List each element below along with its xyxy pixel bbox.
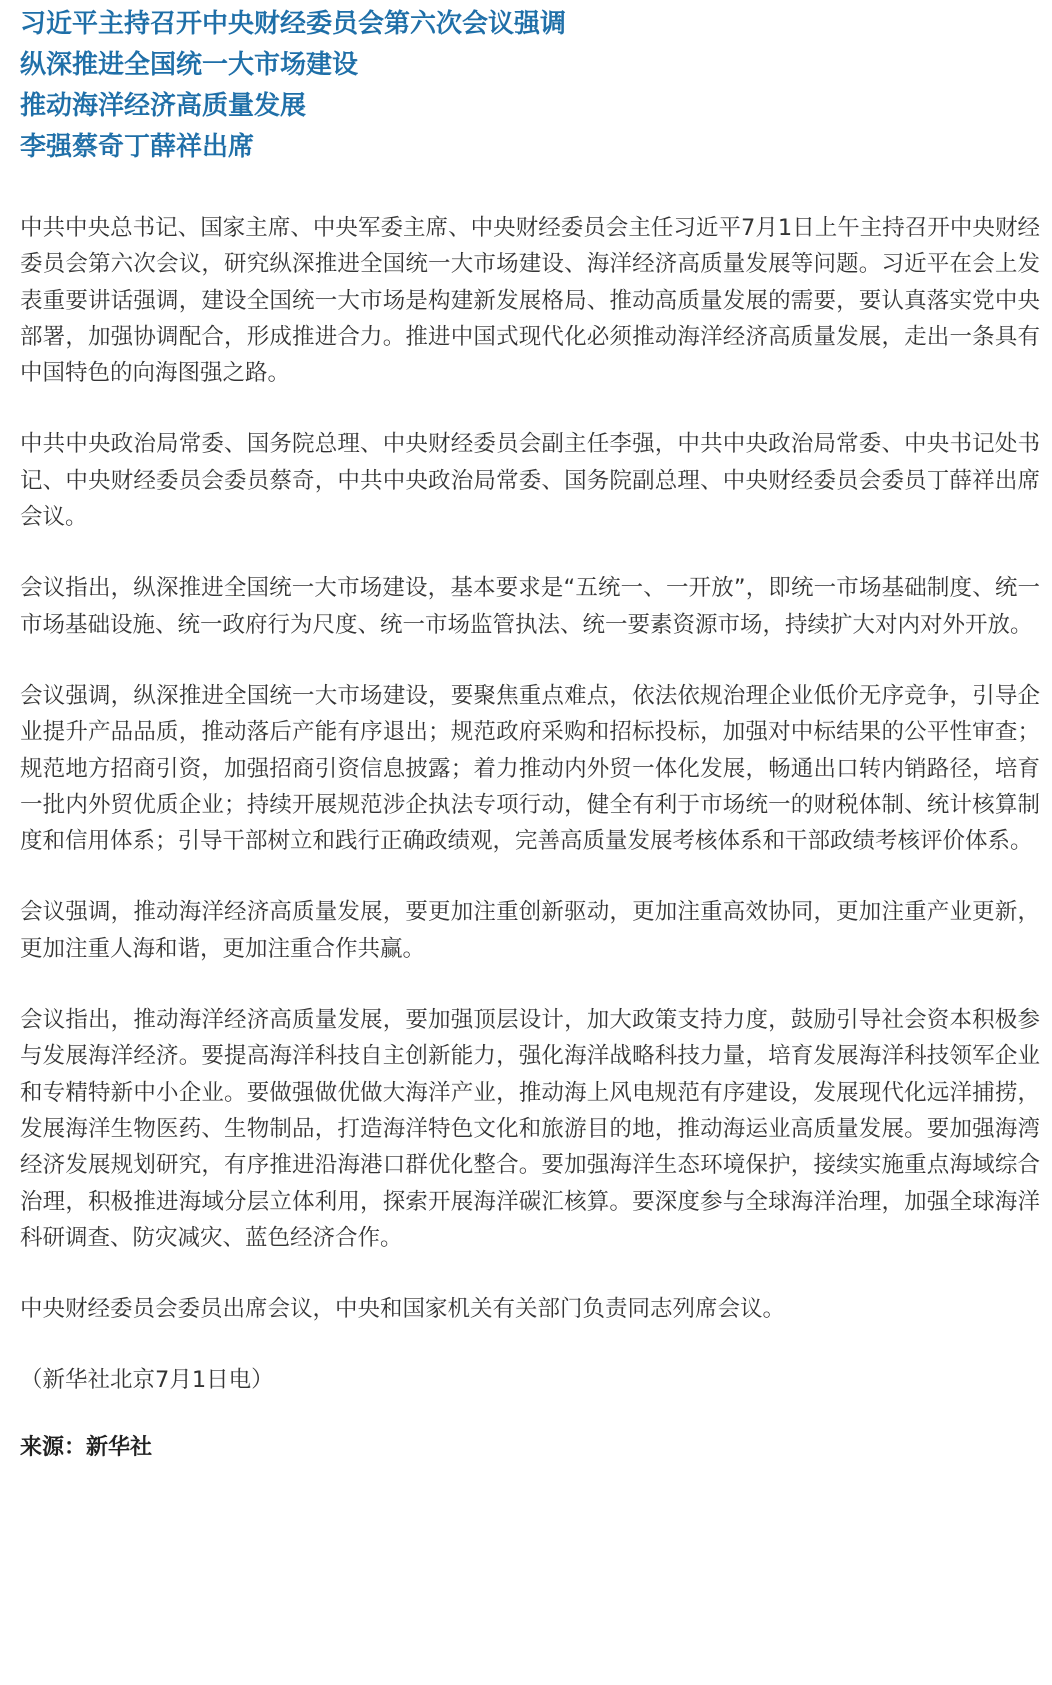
headline-line-3: 推动海洋经济高质量发展 <box>20 91 307 121</box>
article-body <box>20 210 1052 1327</box>
paragraph-unified-market-measures: 会议强调，纵深推进全国统一大市场建设，要聚焦重点难点，依法依规治理企业低价无序竞争，引导企业提升产品品质，推动落后产能有序退出；规范政府采购和招标投标，加强对中标结果的公平性审查；规范地方招商引资，加强招商引资信息披露；着力推动内外贸一体化发展，畅通出口转内销路径，培育一批内外贸优质企业；持续开展规范涉企执法专项行动，健全有利于市场统一的财税体制、统计核算制度和信用体系；引导干部树立和践行正确政绩观，完善高质量发展考核体系和干部政绩考核评价体系。 <box>20 682 1040 855</box>
paragraph-marine-economy-measures: 会议指出，推动海洋经济高质量发展，要加强顶层设计，加大政策支持力度，鼓励引导社会资本积极参与发展海洋经济。要提高海洋科技自主创新能力，强化海洋战略科技力量，培育发展海洋科技领军企业和专精特新中小企业。要做强做优做大海洋产业，推动海上风电规范有序建设，发展现代化远洋捕捞，发展海洋生物医药、生物制品，打造海洋特色文化和旅游目的地，推动海运业高质量发展。要加强海湾经济发展规划研究，有序推进沿海港口群优化整合。要加强海洋生态环境保护，接续实施重点海域综合治理，积极推进海域分层立体利用，探索开展海洋碳汇核算。要深度参与全球海洋治理，加强全球海洋科研调查、防灾减灾、蓝色经济合作。 <box>20 1007 1040 1251</box>
headline-line-4: 李强蔡奇丁薛祥出席 <box>20 132 255 162</box>
paragraph-participants: 中央财经委员会委员出席会议，中央和国家机关有关部门负责同志列席会议。 <box>20 1296 786 1323</box>
paragraph-meeting-overview: 中共中央总书记、国家主席、中央军委主席、中央财经委员会主任习近平7月1日上午主持召开中央财经委员会第六次会议，研究纵深推进全国统一大市场建设、海洋经济高质量发展等问题。习近平在会上发表重要讲话强调，建设全国统一大市场是构建新发展格局、推动高质量发展的需要，要认真落实党中央部署，加强协调配合，形成推进合力。推进中国式现代化必须推动海洋经济高质量发展，走出一条具有中国特色的向海图强之路。 <box>20 215 1040 387</box>
paragraph-attendees: 中共中央政治局常委、国务院总理、中央财经委员会副主任李强，中共中央政治局常委、中央书记处书记、中央财经委员会委员蔡奇，中共中央政治局常委、国务院副总理、中央财经委员会委员丁薛祥出席会议。 <box>20 431 1040 531</box>
headline-line-1: 习近平主持召开中央财经委员会第六次会议强调 <box>20 9 567 39</box>
paragraph-marine-economy-principles: 会议强调，推动海洋经济高质量发展，要更加注重创新驱动，更加注重高效协同，更加注重产业更新，更加注重人海和谐，更加注重合作共赢。 <box>20 899 1040 962</box>
paragraph-unified-market-requirements: 会议指出，纵深推进全国统一大市场建设，基本要求是“五统一、一开放”，即统一市场基础制度、统一市场基础设施、统一政府行为尺度、统一市场监管执法、统一要素资源市场，持续扩大对内对外开放。 <box>20 575 1040 638</box>
headline-line-2: 纵深推进全国统一大市场建设 <box>20 50 359 80</box>
source-credit: 来源：新华社 <box>20 1435 153 1461</box>
dateline: （新华社北京7月1日电） <box>20 1367 274 1394</box>
headline <box>20 4 1052 168</box>
